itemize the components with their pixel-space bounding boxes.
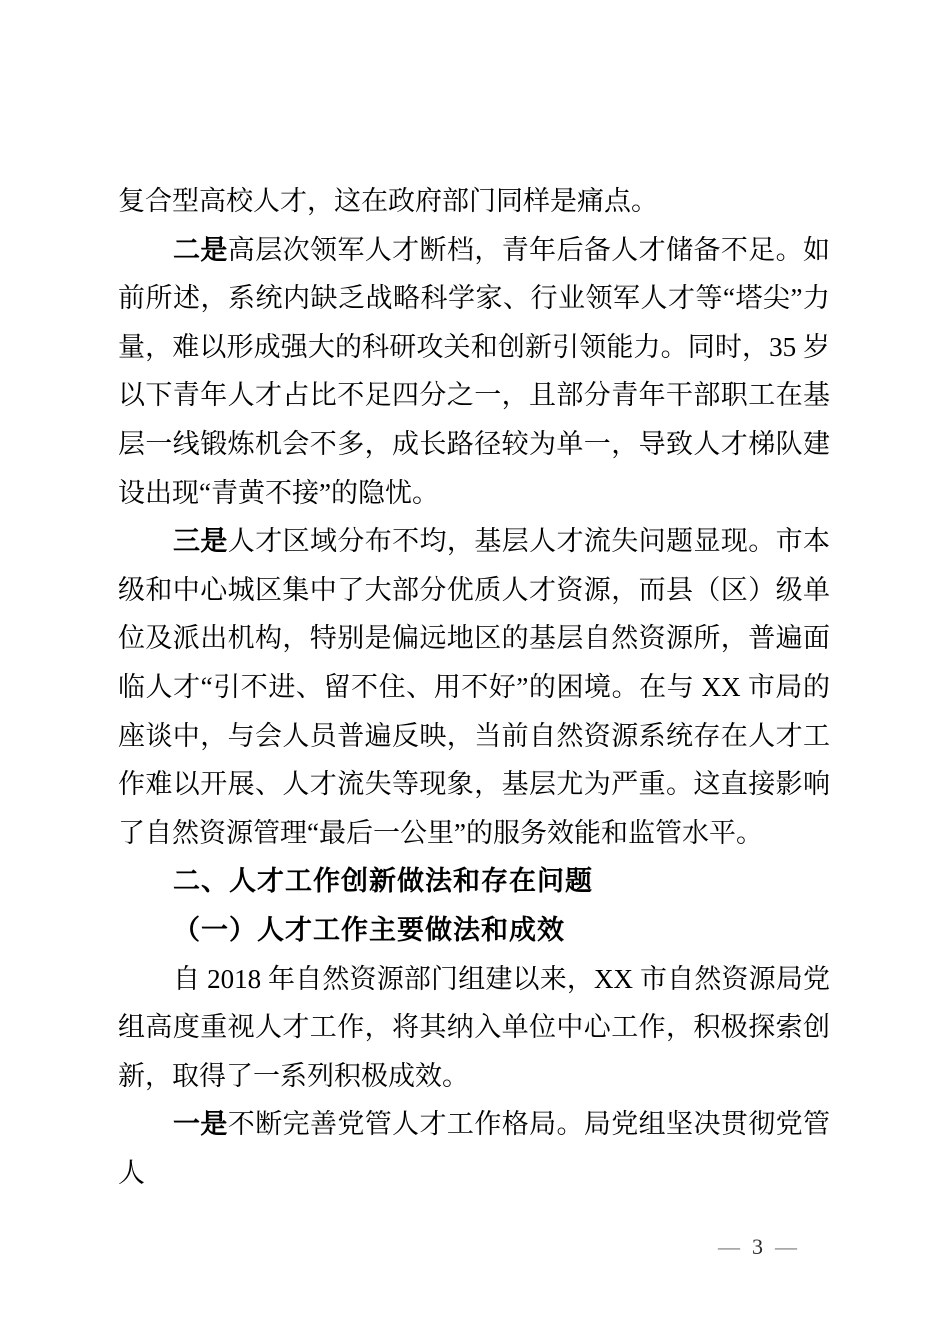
text-run: 三是 bbox=[173, 526, 228, 557]
heading1 bbox=[118, 857, 830, 906]
paragraph bbox=[118, 226, 830, 518]
text-run: 高层次领军人才断档，青年后备人才储备不足。如前所述，系统内缺乏战略科学家、行业领军人才等“塔尖”力量，难以形成强大的科研攻关和创新引领能力。同时，35 岁以下青年人才占比不足四分之一，且部分青年干部职工在基层一线锻炼机会不多，成长路径较为单一，导致人才梯队建设出现“青黄不接”的隐忧。 bbox=[118, 234, 831, 508]
text-run: 一是 bbox=[173, 1109, 228, 1140]
paragraph bbox=[118, 177, 830, 226]
footer-dash-left: — bbox=[718, 1234, 740, 1259]
text-run: 不断完善党管人才工作格局。局党组坚决贯彻党管人 bbox=[118, 1109, 831, 1188]
paragraph bbox=[118, 517, 830, 857]
text-run: （一）人才工作主要做法和成效 bbox=[173, 914, 565, 945]
page-footer bbox=[118, 1234, 830, 1260]
text-run: 复合型高校人才，这在政府部门同样是痛点。 bbox=[118, 186, 658, 216]
text-run: 自 2018 年自然资源部门组建以来，XX 市自然资源局党组高度重视人才工作，将其纳入单位中心工作，积极探索创新，取得了一系列积极成效。 bbox=[118, 963, 830, 1091]
page-number: 3 bbox=[752, 1234, 763, 1259]
paragraph bbox=[118, 955, 830, 1101]
text-run: 二、人才工作创新做法和存在问题 bbox=[173, 866, 593, 897]
document-body bbox=[118, 177, 830, 1197]
text-run: 二是 bbox=[173, 234, 228, 265]
footer-dash-right: — bbox=[775, 1234, 797, 1259]
heading2 bbox=[118, 906, 830, 955]
paragraph bbox=[118, 1100, 830, 1197]
text-run: 人才区域分布不均，基层人才流失问题显现。市本级和中心城区集中了大部分优质人才资源，而县（区）级单位及派出机构，特别是偏远地区的基层自然资源所，普遍面临人才“引不进、留不住、用不好”的困境。在与 XX 市局的座谈中，与会人员普遍反映，当前自然资源系统存在人才工作难以开展、人才流失等现象，基层尤为严重。这直接影响了自然资源管理“最后一公里”的服务效能和监管水平。 bbox=[118, 526, 831, 848]
